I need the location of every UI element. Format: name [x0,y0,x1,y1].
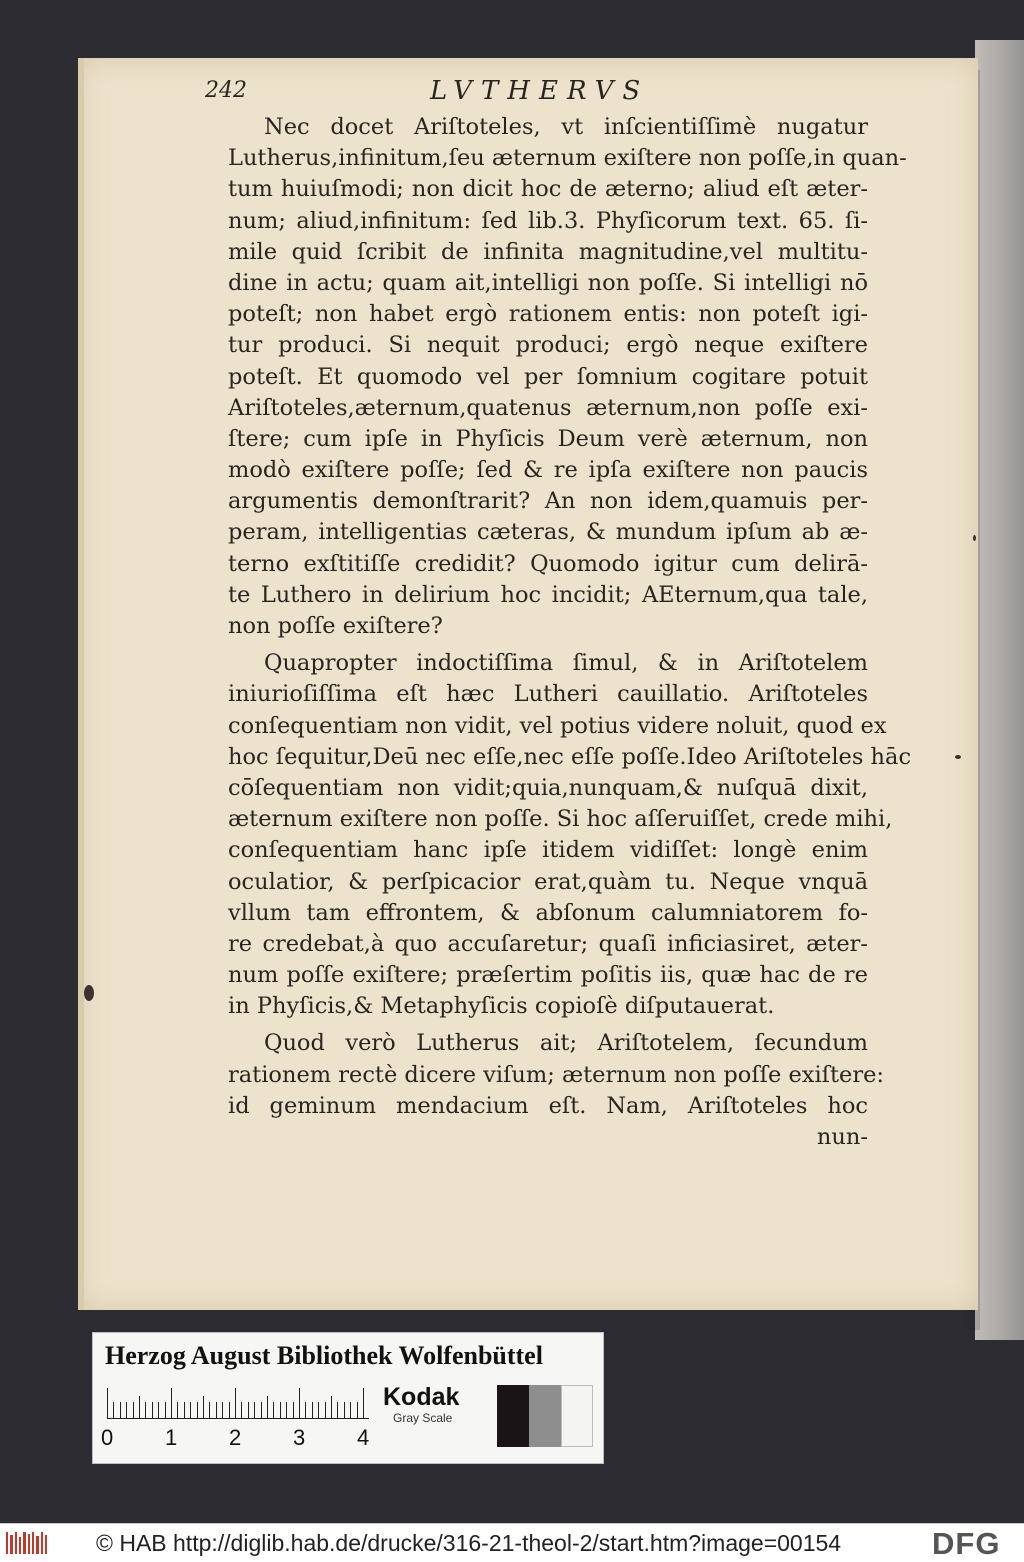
ruler-tick [203,1396,204,1418]
page-number: 242 [205,78,247,103]
text-line: oculatior, & perſpicacior erat,quàm tu. Neque vnquā [228,868,868,895]
ruler-tick [357,1402,358,1418]
ruler-number: 1 [165,1425,178,1450]
paper-spot [84,985,94,1001]
ruler-tick [312,1402,313,1418]
text-line: peram, intelligentias cæteras, & mundum ipſum ab æ- [228,519,868,546]
text-line: id geminum mendacium eſt. Nam, Ariſtoteles hoc [228,1092,868,1119]
ruler-tick [120,1402,121,1418]
ruler-tick [254,1402,255,1418]
ruler-tick [344,1402,345,1418]
ruler-tick [229,1402,230,1418]
text-line: modò exiſtere poſſe; ſed & re ipſa exiſtere non paucis [228,457,868,484]
ruler-tick [248,1402,249,1418]
ruler-number: 2 [229,1425,242,1450]
body-text [228,112,912,1153]
ruler-tick [209,1402,210,1418]
text-line: æternum exiſtere non poſſe. Si hoc aſſeruiſſet, crede mihi, [228,806,893,833]
gray-swatch-light [561,1385,593,1447]
text-line: hoc ſequitur,Deū nec eſſe,nec eſſe poſſe.Ideo Ariſtoteles hāc [228,743,912,770]
ruler-tick [318,1402,319,1418]
text-line: cōſequentiam non vidit;quia,nunquam,& nuſquā dixit, [228,774,868,801]
text-line: num; aliud,infinitum: ſed lib.3. Phyſicorum text. 65. ſi- [228,207,868,234]
ruler-tick [235,1388,236,1418]
text-line: Quod verò Lutherus ait; Ariſtotelem, ſecundum [264,1030,868,1057]
text-line: vllum tam effrontem, & abſonum calumniatorem fo- [228,899,868,926]
text-line: mile quid ſcribit de infinita magnitudine,vel multitu- [228,238,868,265]
ruler-number: 0 [101,1425,114,1450]
ruler-tick [139,1396,140,1418]
text-line: Nec docet Ariſtoteles, vt inſcientiſſimè nugatur [264,114,868,140]
ruler-tick [113,1402,114,1418]
text-line: ſtere; cum ipſe in Phyſicis Deum verè æternum, non [228,425,868,452]
ruler-tick [350,1402,351,1418]
ruler-tick [293,1402,294,1418]
ruler-tick [133,1402,134,1418]
ruler-numbers [97,1425,377,1453]
text-line: Lutherus,infinitum,ſeu æternum exiſtere non poſſe,in quan- [228,145,907,172]
library-name: Herzog August Bibliothek Wolfenbüttel [105,1341,543,1370]
ruler-tick [216,1402,217,1418]
dfg-logo: DFG [932,1526,1001,1561]
text-line: non poſſe exiſtere? [228,613,443,639]
ruler-tick [165,1402,166,1418]
footer-bar [0,1523,1024,1562]
text-line: iniurioſiſſima eſt hæc Lutheri cauillatio. Ariſtoteles [228,681,868,708]
text-line: in Phyſicis,& Metaphyſicis copioſè diſputauerat. [228,993,775,1020]
ruler-tick [337,1402,338,1418]
text-line: dine in actu; quam ait,intelligi non poſſe. Si intelligi nō [228,269,868,296]
text-line: rationem rectè dicere viſum; æternum non poſſe exiſtere: [228,1061,884,1088]
paper-spot [973,535,976,541]
paper-spot [955,755,961,759]
text-line: conſequentiam non vidit, vel potius videre noluit, quod ex [228,712,887,739]
barcode-icon [6,1532,48,1554]
page-gutter [78,58,84,1310]
ruler-tick [331,1396,332,1418]
ruler-tick [273,1402,274,1418]
text-line: poteſt; non habet ergò rationem entis: non poteſt igi- [228,301,868,328]
ruler-tick [363,1388,364,1418]
ruler-tick [305,1402,306,1418]
ruler-tick [280,1402,281,1418]
text-line: tur produci. Si nequit produci; ergò neque exiſtere [228,332,868,359]
kodak-logo: Kodak [383,1383,460,1411]
gray-scale-label: Gray Scale [393,1411,453,1425]
text-line: tum huiuſmodi; non dicit hoc de æterno; aliud eſt æter- [228,176,868,203]
text-line: num poſſe exiſtere; præſertim poſitis iis, quæ hac de re [228,962,868,989]
gray-swatch-mid [529,1385,561,1447]
ruler-tick [107,1388,108,1418]
ruler-tick [197,1402,198,1418]
text-line: conſequentiam hanc ipſe itidem vidiſſet: longè enim [228,837,868,864]
gray-swatch-dark [497,1385,529,1447]
ruler-tick [152,1402,153,1418]
ruler-tick [145,1402,146,1418]
copyright-url: © HAB http://diglib.hab.de/drucke/316-21-theol-2/start.htm?image=00154 [96,1530,842,1556]
ruler-tick [222,1402,223,1418]
ruler-number: 4 [357,1425,370,1450]
ruler-number: 3 [293,1425,306,1450]
text-line: argumentis demonſtrarit? An non idem,quamuis per- [228,488,868,515]
ruler-tick [325,1402,326,1418]
running-head: LVTHERVS [430,76,650,106]
ruler-tick [171,1388,172,1418]
text-line: Ariſtoteles,æternum,quatenus æternum,non poſſe exi- [228,394,868,421]
text-line: te Luthero in delirium hoc incidit; AEternum,qua tale, [228,581,868,608]
ruler-tick [241,1402,242,1418]
scale-ruler [107,1385,369,1419]
text-line: re credebat,à quo accuſaretur; quaſi inficiasiret, æter- [228,930,868,957]
text-line: terno exſtitiſſe credidit? Quomodo igitur cum delirā- [228,550,868,577]
ruler-tick [190,1402,191,1418]
ruler-tick [158,1402,159,1418]
ruler-tick [267,1396,268,1418]
color-target-card [92,1332,604,1464]
next-page-edge [975,40,1024,1340]
ruler-tick [184,1402,185,1418]
text-line: nun- [816,1124,868,1150]
ruler-tick [299,1388,300,1418]
ruler-tick [126,1402,127,1418]
text-line: Quapropter indoctiſſima ſimul, & in Ariſtotelem [264,650,868,677]
ruler-tick [261,1402,262,1418]
text-line: poteſt. Et quomodo vel per ſomnium cogitare potuit [228,363,868,390]
ruler-tick [286,1402,287,1418]
ruler-tick [177,1402,178,1418]
page-header [205,74,855,110]
